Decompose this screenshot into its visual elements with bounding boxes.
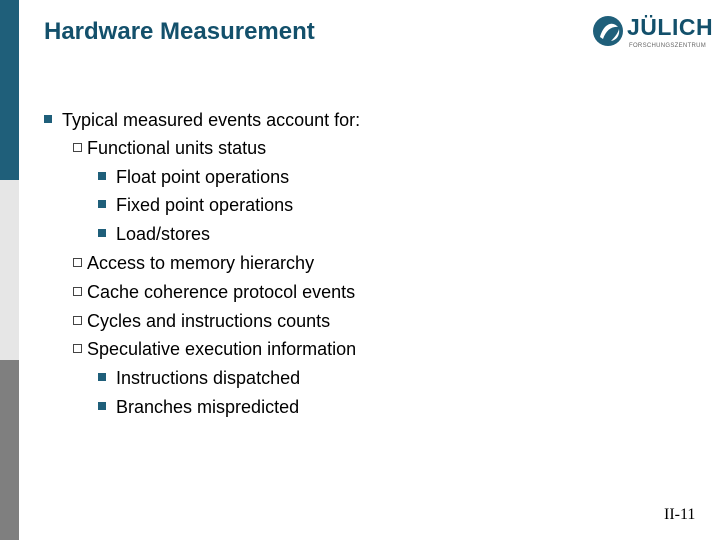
list-item <box>98 364 300 392</box>
list-item <box>98 393 299 421</box>
hollow-square-bullet-icon <box>73 143 82 152</box>
list-item-text: Typical measured events account for: <box>62 110 361 130</box>
list-item-text: Float point operations <box>116 167 290 187</box>
list-item-text: Functional units status <box>87 138 267 158</box>
hollow-square-bullet-icon <box>73 258 82 267</box>
square-bullet-icon <box>98 229 106 237</box>
list-item-text: Access to memory hierarchy <box>87 253 315 273</box>
list-item <box>73 134 266 162</box>
list-item-text: Cache coherence protocol events <box>87 282 356 302</box>
hollow-square-bullet-icon <box>73 316 82 325</box>
hollow-square-bullet-icon <box>73 344 82 353</box>
square-bullet-icon <box>98 200 106 208</box>
list-item-text: Load/stores <box>116 224 211 244</box>
square-bullet-icon <box>98 402 106 410</box>
list-item <box>73 335 356 363</box>
list-item-text: Speculative execution information <box>87 339 357 359</box>
logo-name: JÜLICH <box>627 14 714 40</box>
page-number: II-11 <box>664 506 696 523</box>
julich-logo-icon <box>591 14 625 48</box>
list-item <box>44 106 360 134</box>
list-item <box>73 307 330 335</box>
list-item <box>98 220 210 248</box>
list-item-text: Branches mispredicted <box>116 397 300 417</box>
logo-subtitle: FORSCHUNGSZENTRUM <box>629 43 707 49</box>
sidebar-accent-bottom <box>0 360 19 540</box>
list-item <box>73 249 314 277</box>
square-bullet-icon <box>98 373 106 381</box>
list-item-text: Fixed point operations <box>116 195 294 215</box>
hollow-square-bullet-icon <box>73 287 82 296</box>
slide-title: Hardware Measurement <box>44 18 315 45</box>
square-bullet-icon <box>44 115 52 123</box>
list-item <box>98 163 289 191</box>
sidebar-accent-top <box>0 0 19 180</box>
list-item-text: Cycles and instructions counts <box>87 311 331 331</box>
list-item <box>73 278 355 306</box>
list-item <box>98 191 293 219</box>
list-item-text: Instructions dispatched <box>116 368 301 388</box>
square-bullet-icon <box>98 172 106 180</box>
julich-logo <box>591 14 714 54</box>
sidebar-accent-middle <box>0 180 19 360</box>
